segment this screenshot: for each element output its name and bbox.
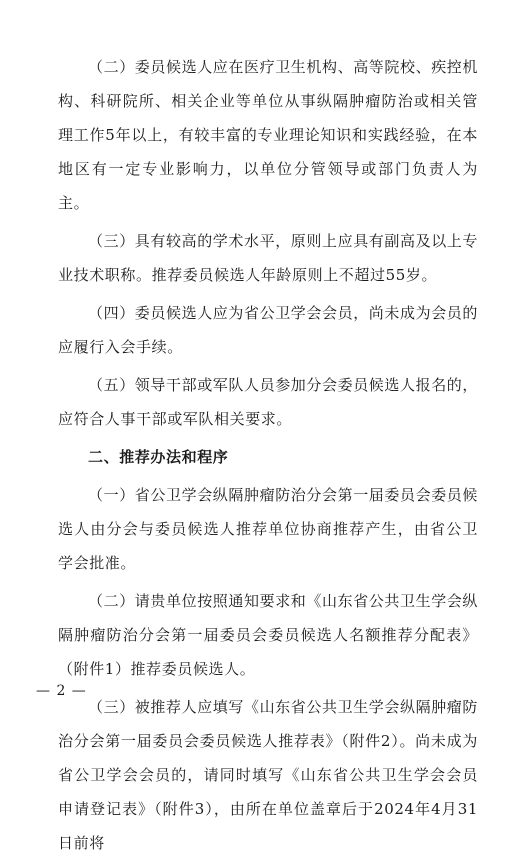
section-heading-recommendation-procedure: 二、推荐办法和程序 bbox=[88, 448, 229, 466]
paragraph-recommendation-method: （一）省公卫学会纵隔肿瘤防治分会第一届委员会委员候选人由分会与委员候选人推荐单位协商推荐产生，由省公卫学会批准。 bbox=[58, 486, 479, 572]
paragraph-committee-candidate-requirement: （二）委员候选人应在医疗卫生机构、高等院校、疾控机构、科研院所、相关企业等单位从事纵隔肿瘤防治或相关管理工作5年以上，有较丰富的专业理论知识和实践经验，在本地区有一定专业影响力，以单位分管领导或部门负责人为主。 bbox=[58, 58, 479, 212]
paragraph-membership: （四）委员候选人应为省公卫学会会员，尚未成为会员的应履行入会手续。 bbox=[58, 304, 479, 356]
paragraph-cadre-requirements: （五）领导干部或军队人员参加分会委员候选人报名的，应符合人事干部或军队相关要求。 bbox=[58, 376, 479, 428]
document-body bbox=[58, 50, 478, 864]
paragraph-quota-table: （二）请贵单位按照通知要求和《山东省公共卫生学会纵隔肿瘤防治分会第一届委员会委员候选人名额推荐分配表》（附件1）推荐委员候选人。 bbox=[58, 592, 479, 678]
page-number: — 2 — bbox=[36, 683, 87, 699]
paragraph-application-forms: （三）被推荐人应填写《山东省公共卫生学会纵隔肿瘤防治分会第一届委员会委员候选人推荐表》（附件2）。尚未成为省公卫学会会员的，请同时填写《山东省公共卫生学会会员申请登记表》（附件3），由所在单位盖章后于2024年4月31日前将 bbox=[58, 698, 479, 852]
paragraph-academic-level: （三）具有较高的学术水平，原则上应具有副高及以上专业技术职称。推荐委员候选人年龄原则上不超过55岁。 bbox=[58, 232, 479, 284]
